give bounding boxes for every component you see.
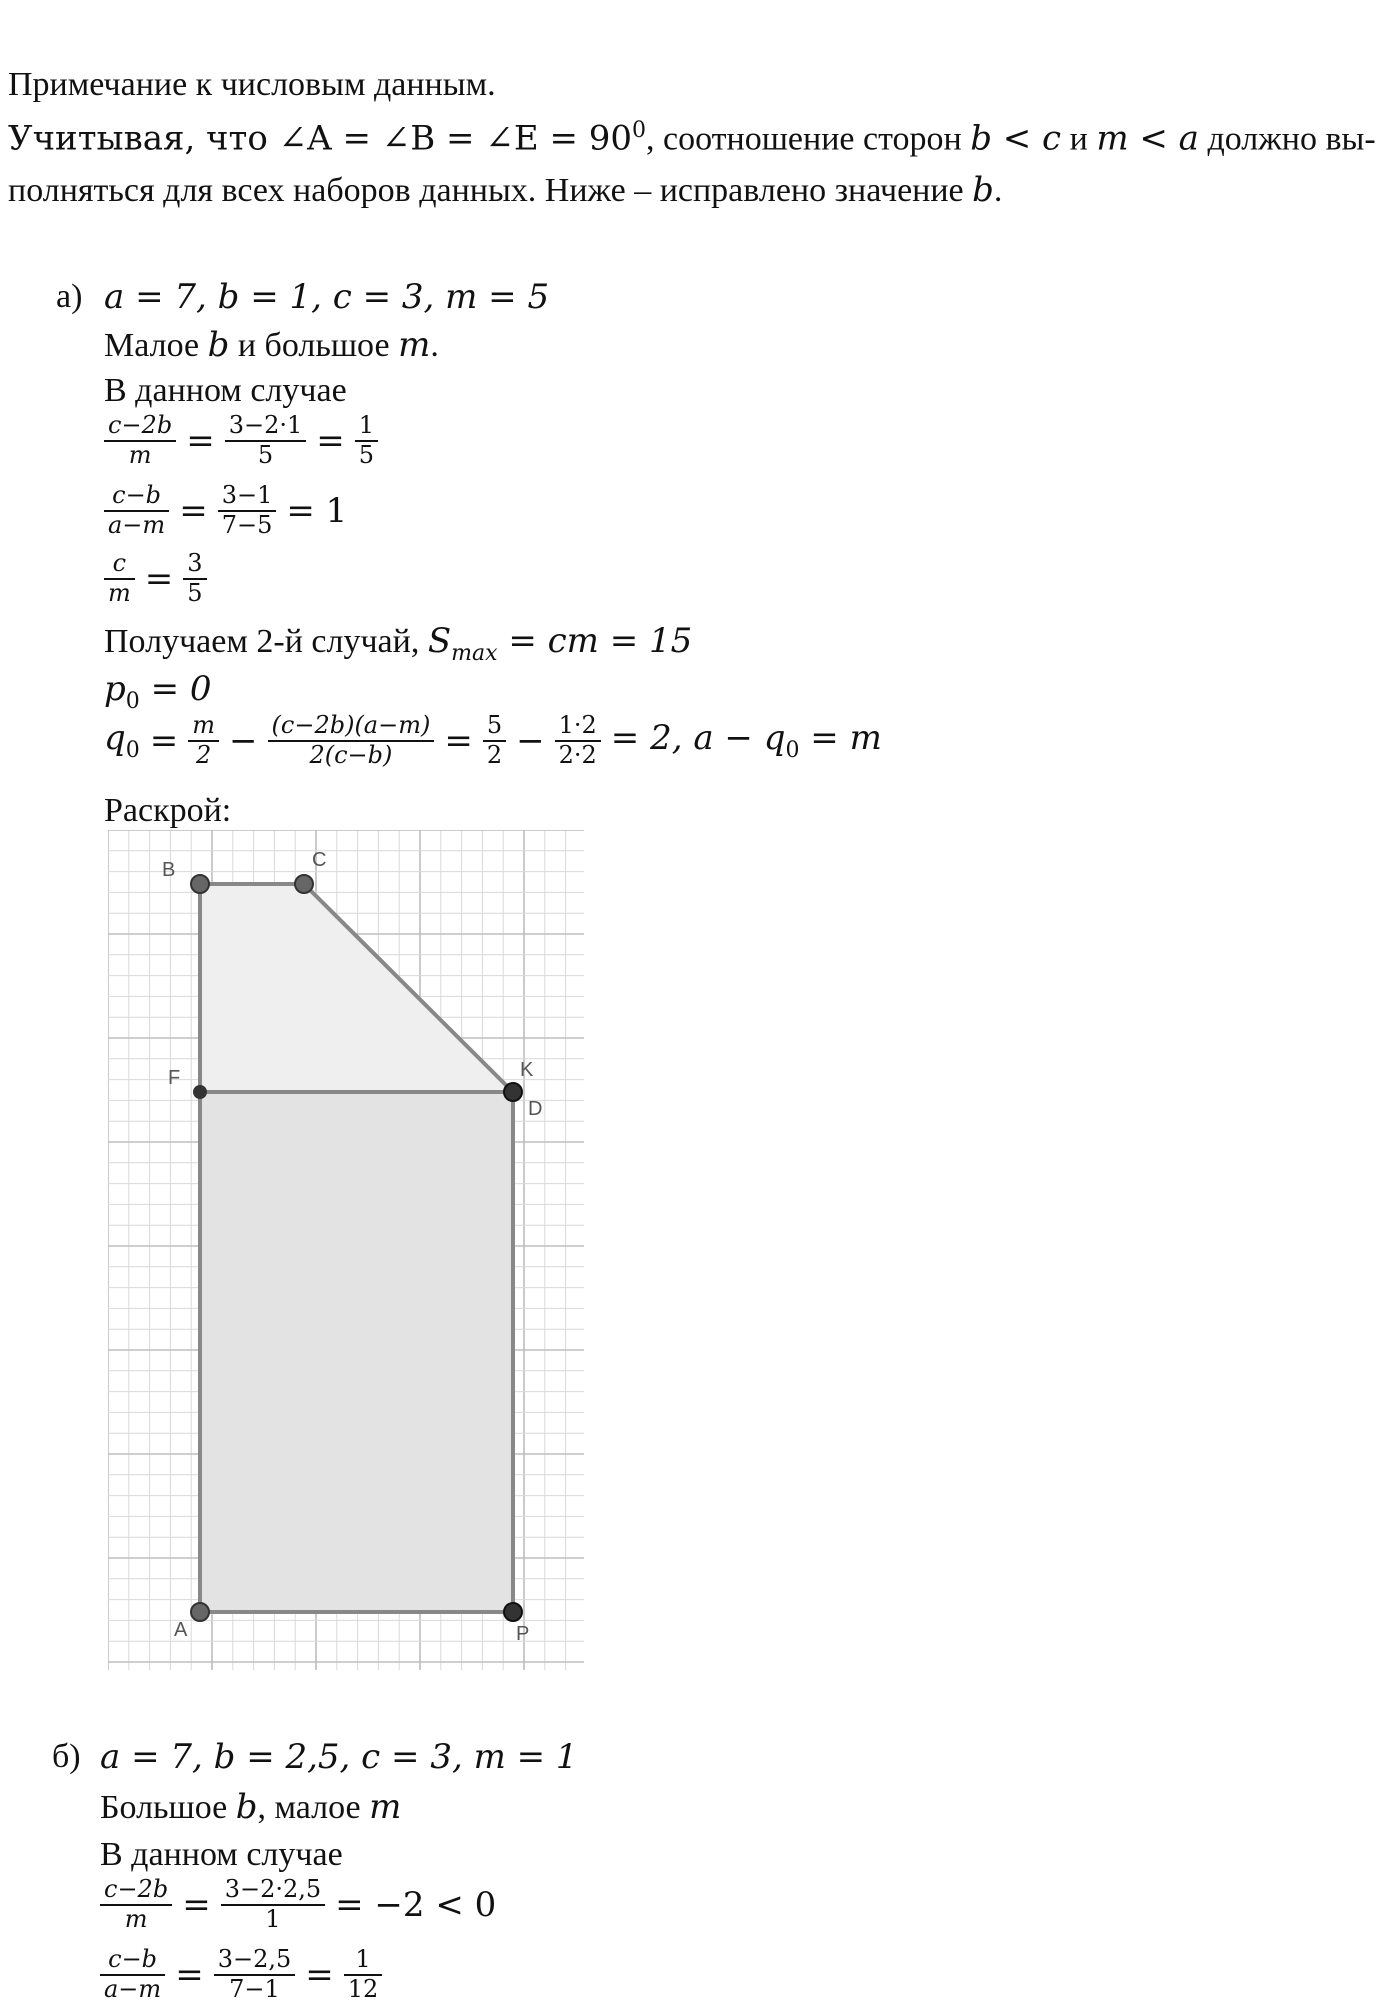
- label-D: D: [528, 1098, 543, 1120]
- case-b-params: a = 7, b = 2,5, c = 3, m = 1: [100, 1737, 578, 1777]
- note-text: , соотношение сторон: [646, 120, 962, 158]
- label-K: K: [520, 1059, 534, 1081]
- note-title: Примечание к числовым данным.: [8, 66, 496, 103]
- case-b-marker: б): [52, 1738, 81, 1775]
- var-m: m: [369, 1787, 402, 1827]
- var-b: b: [235, 1787, 258, 1827]
- ineq-ma: m < a: [1096, 118, 1199, 159]
- label-A: A: [174, 1619, 188, 1641]
- point-A[interactable]: [191, 1603, 209, 1621]
- case-b-intro: В данном случае: [100, 1836, 343, 1873]
- lower-region: [200, 1092, 513, 1612]
- fraction: $\frac{3-2,5}{7-1}$: [214, 1946, 296, 2003]
- label-F: F: [168, 1067, 181, 1089]
- text: Большое: [100, 1789, 228, 1826]
- case-a-formula-3: $\frac{c}{m}$ = $\frac{3}{5}$: [104, 550, 207, 607]
- cutting-diagram: [108, 830, 584, 1670]
- case-a-q0: $q_0$ = $\frac{m}{2}$ − $\frac{(c-2b)(a-m)}{2(c-b)}$ = $\frac{5}{2}$ − $\frac{1\cdot 2}{2\cdot 2}$ = 2, $a - q_0 = m$: [104, 711, 882, 769]
- fraction: $\frac{c-2b}{m}$: [104, 412, 176, 469]
- upper-region: [200, 884, 513, 1092]
- case-b-desc: [100, 1787, 402, 1827]
- case-a-params: a = 7, b = 1, c = 3, m = 5: [104, 277, 550, 317]
- case-a-result: [104, 621, 693, 666]
- point-C[interactable]: [295, 875, 313, 893]
- fraction: $\frac{3-2\cdot 1}{5}$: [225, 412, 307, 469]
- s-max: $S_{max}$ = cm = 15: [427, 621, 693, 666]
- fraction: $\frac{3-2\cdot 2,5}{1}$: [221, 1876, 325, 1933]
- note-text: должно вы-: [1207, 120, 1376, 158]
- note-text: и: [1069, 120, 1088, 158]
- angle-condition: Учитывая, что ∠A = ∠B = ∠E = 90: [8, 118, 633, 159]
- fraction: $\frac{c-2b}{m}$: [100, 1876, 172, 1933]
- fraction: $\frac{c}{m}$: [104, 550, 135, 607]
- fraction: $\frac{c-b}{a-m}$: [104, 482, 169, 539]
- label-B: B: [162, 859, 176, 881]
- period: .: [430, 327, 439, 364]
- fraction: $\frac{m}{2}$: [188, 712, 219, 769]
- case-a-marker: а): [56, 278, 83, 315]
- note-line-1: [8, 118, 1376, 159]
- result: = −2 < 0: [335, 1884, 497, 1925]
- var-b: b: [207, 325, 230, 365]
- fraction: $\frac{(c-2b)(a-m)}{2(c-b)}$: [268, 712, 435, 769]
- point-P[interactable]: [504, 1603, 522, 1621]
- text: , малое: [257, 1789, 361, 1826]
- fraction: $\frac{5}{2}$: [483, 712, 506, 769]
- note-text: полняться для всех наборов данных. Ниже – исправлено значение: [8, 172, 964, 209]
- point-F[interactable]: [193, 1085, 207, 1099]
- note-line-2: [8, 170, 1003, 210]
- label-P: P: [516, 1623, 530, 1645]
- case-a-formula-1: $\frac{c-2b}{m}$ = $\frac{3-2\cdot 1}{5}$ = $\frac{1}{5}$: [104, 412, 378, 469]
- fraction: $\frac{1}{5}$: [355, 412, 378, 469]
- case-a-p0: $p_0 = 0$: [104, 669, 212, 714]
- case-b-formula-2: $\frac{c-b}{a-m}$ = $\frac{3-2,5}{7-1}$ = $\frac{1}{12}$: [100, 1946, 382, 2003]
- ineq-bc: b < c: [970, 118, 1062, 159]
- case-b-formula-1: $\frac{c-2b}{m}$ = $\frac{3-2\cdot 2,5}{1}$ = −2 < 0: [100, 1876, 496, 1933]
- fraction: $\frac{c-b}{a-m}$: [100, 1946, 165, 2003]
- text: Малое: [104, 327, 200, 364]
- text: и большое: [237, 327, 390, 364]
- text: Получаем 2-й случай,: [104, 623, 420, 660]
- point-B[interactable]: [191, 875, 209, 893]
- fraction: $\frac{3-1}{7-5}$: [218, 482, 277, 539]
- period: .: [993, 172, 1003, 209]
- case-a-formula-2: $\frac{c-b}{a-m}$ = $\frac{3-1}{7-5}$ = 1: [104, 482, 347, 539]
- fraction: $\frac{1}{12}$: [344, 1946, 383, 2003]
- fraction: $\frac{1\cdot 2}{2\cdot 2}$: [555, 712, 601, 769]
- fraction: $\frac{3}{5}$: [183, 550, 206, 607]
- degree-sup: 0: [632, 118, 647, 143]
- case-a-intro: В данном случае: [104, 372, 347, 409]
- cut-label: Раскрой:: [104, 792, 232, 829]
- var-m: m: [398, 325, 431, 365]
- result: = 1: [286, 490, 348, 531]
- case-a-desc: [104, 325, 439, 365]
- point-K[interactable]: [504, 1083, 522, 1101]
- var-b: b: [972, 170, 994, 210]
- label-C: C: [312, 849, 327, 871]
